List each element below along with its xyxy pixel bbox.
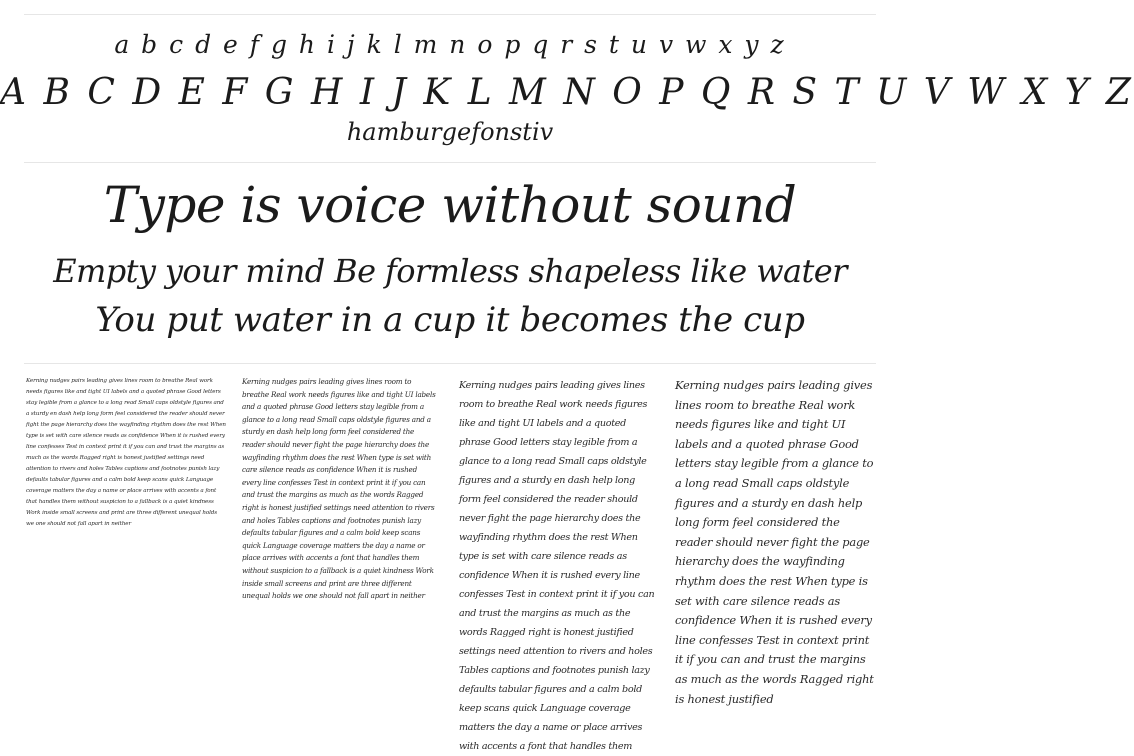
display-headline: Type is voice without sound — [103, 176, 797, 234]
top-divider — [24, 14, 876, 15]
display-line: You put water in a cup it becomes the cup — [95, 300, 805, 340]
display-line: Empty your mind Be formless shapeless like water — [53, 252, 847, 290]
text-column-large: Kerning nudges pairs leading gives lines room to breathe Real work needs figures like and tight UI labels and a quoted phrase Good letters stay legible from a glance to a long read Small caps oldstyle figures and a sturdy en dash help long form feel considered the reader should never fight the page hierarchy does the wayfinding rhythm does the rest When type is set with care silence reads as confidence When it is rushed every line confesses Test in context print it if you can and trust the margins as much as the words Ragged right is honest justified — [675, 378, 874, 706]
text-column-medium: Kerning nudges pairs leading gives lines room to breathe Real work needs figures like and tight UI labels and a quoted phrase Good letters stay legible from a glance to a long read Small caps oldstyle figures and a sturdy en dash help long form feel considered the reader should never fight the page hierarchy does the wayfinding rhythm does the rest When type is set with care silence reads as confidence When it is rushed every line confesses Test in context print it if you can and trust the margins as much as the words Ragged right is honest justified settings need attention to rivers and holes Tables captions and footnotes punish lazy defaults tabular figures and a calm bold keep scans quick Language coverage matters the day a name or place arrives with accents a font that handles them — [459, 380, 655, 752]
lowercase-alphabet: a b c d e f g h i j k l m n o p q r s t u v w x y z — [114, 30, 786, 59]
text-column-smallest: Kerning nudges pairs leading gives lines room to breathe Real work needs figures like and tight UI labels and a quoted phrase Good letters stay legible from a glance to a long read Small caps oldstyle figures and a sturdy en dash help long form feel considered the reader should never fight the page hierarchy does the wayfinding rhythm does the rest When type is set with care silence reads as confidence When it is rushed every line confesses Test in context print it if you can and trust the margins as much as the words Ragged right is honest justified settings need attention to rivers and holes Tables captions and footnotes punish lazy defaults tabular figures and a calm bold keep scans quick Language coverage matters the day a name or place arrives with accents a font that handles them without suspicion to a fallback is a quiet kindness Work inside small screens and print are three different unequal holds we one should not fall apart in neither — [26, 378, 226, 527]
uppercase-alphabet: A B C D E F G H I J K L M N O P Q R S T U V W X Y Z — [0, 72, 1134, 113]
section-divider — [24, 162, 876, 163]
sample-word: hamburgefonstiv — [346, 118, 554, 146]
text-column-small: Kerning nudges pairs leading gives lines room to breathe Real work needs figures like and tight UI labels and a quoted phrase Good letters stay legible from a glance to a long read Small caps oldstyle figures and a sturdy en dash help long form feel considered the reader should never fight the page hierarchy does the wayfinding rhythm does the rest When type is set with care silence reads as confidence When it is rushed every line confesses Test in context print it if you can and trust the margins as much as the words Ragged right is honest justified settings need attention to rivers and holes Tables captions and footnotes punish lazy defaults tabular figures and a calm bold keep scans quick Language coverage matters the day a name or place arrives with accents a font that handles them without suspicion to a fallback is a quiet kindness Work inside small screens and print are three different unequal holds we one should not fall apart in neither — [242, 377, 436, 601]
section-divider — [24, 363, 876, 364]
